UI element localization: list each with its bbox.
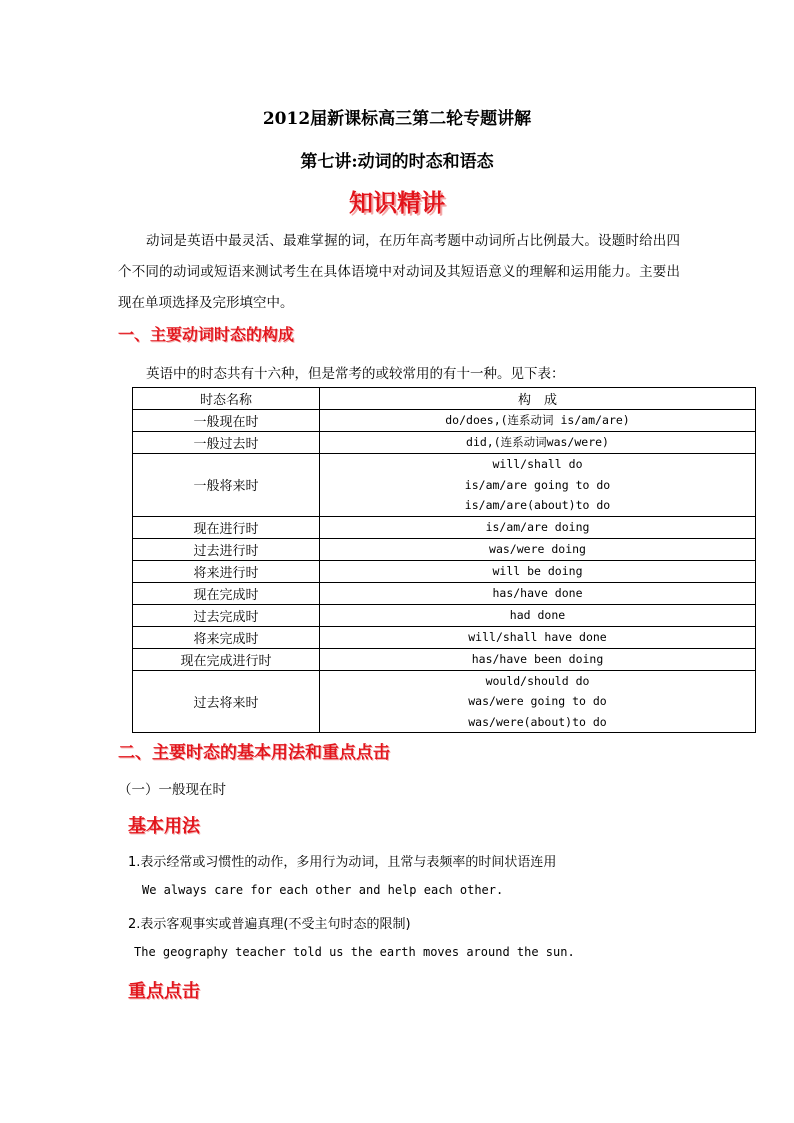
tense-form-cell bbox=[320, 410, 756, 432]
tense-form-cell bbox=[320, 560, 756, 582]
tense-form-line: has/have done bbox=[492, 585, 583, 600]
table-row bbox=[133, 582, 756, 604]
tense-form-cell bbox=[320, 516, 756, 538]
tense-form-cell bbox=[320, 604, 756, 626]
tense-name-cell: 过去完成时 bbox=[133, 604, 320, 626]
tense-form-cell bbox=[320, 626, 756, 648]
tense-form-line: has/have been doing bbox=[471, 651, 604, 666]
basic-usage-heading: 基本用法 bbox=[128, 816, 200, 837]
table-row bbox=[133, 560, 756, 582]
tense-name-cell: 一般过去时 bbox=[133, 432, 320, 454]
tense-name-cell: 将来完成时 bbox=[133, 626, 320, 648]
tense-form-line: was/were going to do bbox=[468, 694, 607, 708]
section2-heading: 二、主要时态的基本用法和重点点击 bbox=[118, 743, 390, 763]
tense-form-line: will/shall have done bbox=[468, 629, 607, 644]
tense-form-cell bbox=[320, 582, 756, 604]
usage-item-2: 2.表示客观事实或普遍真理(不受主句时态的限制) bbox=[128, 917, 411, 932]
tense-form-line: did,(连系动词was/were) bbox=[466, 435, 609, 450]
tense-name-cell: 现在进行时 bbox=[133, 516, 320, 538]
tense-form-cell bbox=[320, 454, 756, 517]
subheading-simple-present: （一）一般现在时 bbox=[118, 782, 226, 798]
document-title: 2012届新课标高三第二轮专题讲解 bbox=[262, 109, 532, 129]
lecture-title: 第七讲:动词的时态和语态 bbox=[300, 152, 494, 172]
tense-form-line: is/am/are(about)to do bbox=[464, 498, 611, 512]
table-row bbox=[133, 454, 756, 517]
example-sentence-2: The geography teacher told us the earth moves around the sun. bbox=[134, 945, 575, 959]
table-row bbox=[133, 626, 756, 648]
tense-name-cell: 将来进行时 bbox=[133, 560, 320, 582]
tense-form-line: is/am/are doing bbox=[485, 519, 590, 534]
table-header-name: 时态名称 bbox=[133, 388, 320, 410]
table-row bbox=[133, 648, 756, 670]
tense-name-cell: 过去进行时 bbox=[133, 538, 320, 560]
table-header-form: 构 成 bbox=[320, 388, 756, 410]
table-row bbox=[133, 432, 756, 454]
tense-form-cell bbox=[320, 648, 756, 670]
table-row bbox=[133, 410, 756, 432]
table-intro: 英语中的时态共有十六种，但是常考的或较常用的有十一种。见下表： bbox=[146, 366, 565, 382]
example-sentence-1: We always care for each other and help each other. bbox=[142, 883, 504, 897]
tense-form-line: will be doing bbox=[492, 563, 583, 578]
table-body bbox=[133, 410, 756, 733]
tense-form-cell bbox=[320, 538, 756, 560]
table-row bbox=[133, 538, 756, 560]
usage-item-1: 1.表示经常或习惯性的动作，多用行为动词，且常与表频率的时间状语连用 bbox=[128, 855, 557, 870]
tense-form-line: is/am/are going to do bbox=[464, 477, 611, 492]
tense-form-line: had done bbox=[509, 607, 566, 622]
tense-form-line: do/does,(连系动词 is/am/are) bbox=[445, 413, 630, 428]
tense-name-cell: 一般现在时 bbox=[133, 410, 320, 432]
tense-form-cell bbox=[320, 670, 756, 733]
section1-heading: 一、主要动词时态的构成 bbox=[118, 325, 295, 344]
table-row bbox=[133, 604, 756, 626]
tense-table bbox=[132, 387, 756, 733]
tense-form-cell bbox=[320, 432, 756, 454]
section-banner: 知识精讲 bbox=[349, 188, 445, 217]
tense-form-line: was/were doing bbox=[489, 541, 586, 556]
tense-form-line: will/shall do bbox=[492, 457, 583, 471]
table-row bbox=[133, 516, 756, 538]
table-row bbox=[133, 670, 756, 733]
tense-name-cell: 一般将来时 bbox=[133, 454, 320, 517]
tense-name-cell: 现在完成进行时 bbox=[133, 648, 320, 670]
intro-paragraph: 动词是英语中最灵活、最难掌握的词，在历年高考题中动词所占比例最大。设题时给出四个不同的动词或短语来测试考生在具体语境中对动词及其短语意义的理解和运用能力。主要出现在单项选择及完形填空中。 bbox=[118, 233, 680, 311]
table-header-row bbox=[133, 388, 756, 410]
key-points-heading: 重点点击 bbox=[128, 981, 200, 1002]
tense-name-cell: 过去将来时 bbox=[133, 670, 320, 733]
tense-form-line: was/were(about)to do bbox=[468, 714, 607, 729]
tense-form-line: would/should do bbox=[485, 673, 590, 688]
tense-name-cell: 现在完成时 bbox=[133, 582, 320, 604]
